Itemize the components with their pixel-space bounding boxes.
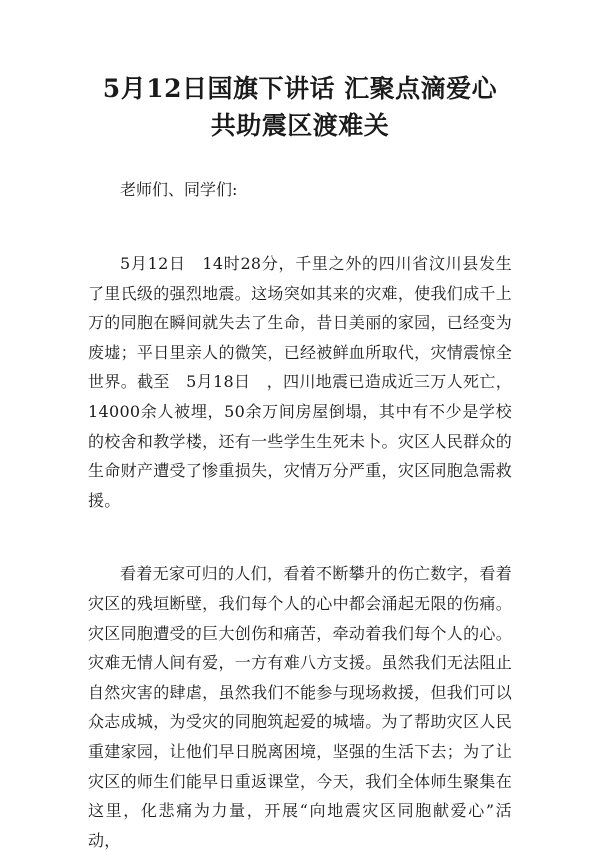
paragraph-call-to-action: 看着无家可归的人们，看着不断攀升的伤亡数字，看着灾区的残垣断壁，我们每个人的心中都会涌起无限的伤痛。灾区同胞遭受的巨大创伤和痛苦，牵动着我们每个人的心。灾难无情人间有爱，一方有难八方支援。虽然我们无法阻止自然灾害的肆虐，虽然我们不能参与现场救援，但我们可以众志成城，为受灾的同胞筑起爱的城墙。为了帮助灾区人民重建家园，让他们早日脱离困境，坚强的生活下去；为了让灾区的师生们能早日重返课堂，今天，我们全体师生聚集在这里，化悲痛为力量，开展“向地震灾区同胞献爱心”活动， (88, 564, 512, 850)
salutation: 老师们、同学们: (120, 180, 238, 199)
document-title: 5月12日国旗下讲话 汇聚点滴爱心 共助震区渡难关 (102, 74, 523, 140)
paragraph-earthquake-report: 5月12日 14时28分，千里之外的四川省汶川县发生了里氏级的强烈地震。这场突如其来的灾难，使我们成千上万的同胞在瞬间就失去了生命，昔日美丽的家园，已经变为废墟；平日里亲人的微笑，已经被鲜血所取代，灾情震惊全世界。截至 5月18日 ，四川地震已造成近三万人死亡，14000余人被埋，50余万间房屋倒塌，其中有不少是学校的校舍和教学楼，还有一些学生生死未卜。灾区人民群众的生命财产遭受了惨重损失，灾情万分严重，灾区同胞急需救援。 (88, 254, 512, 510)
